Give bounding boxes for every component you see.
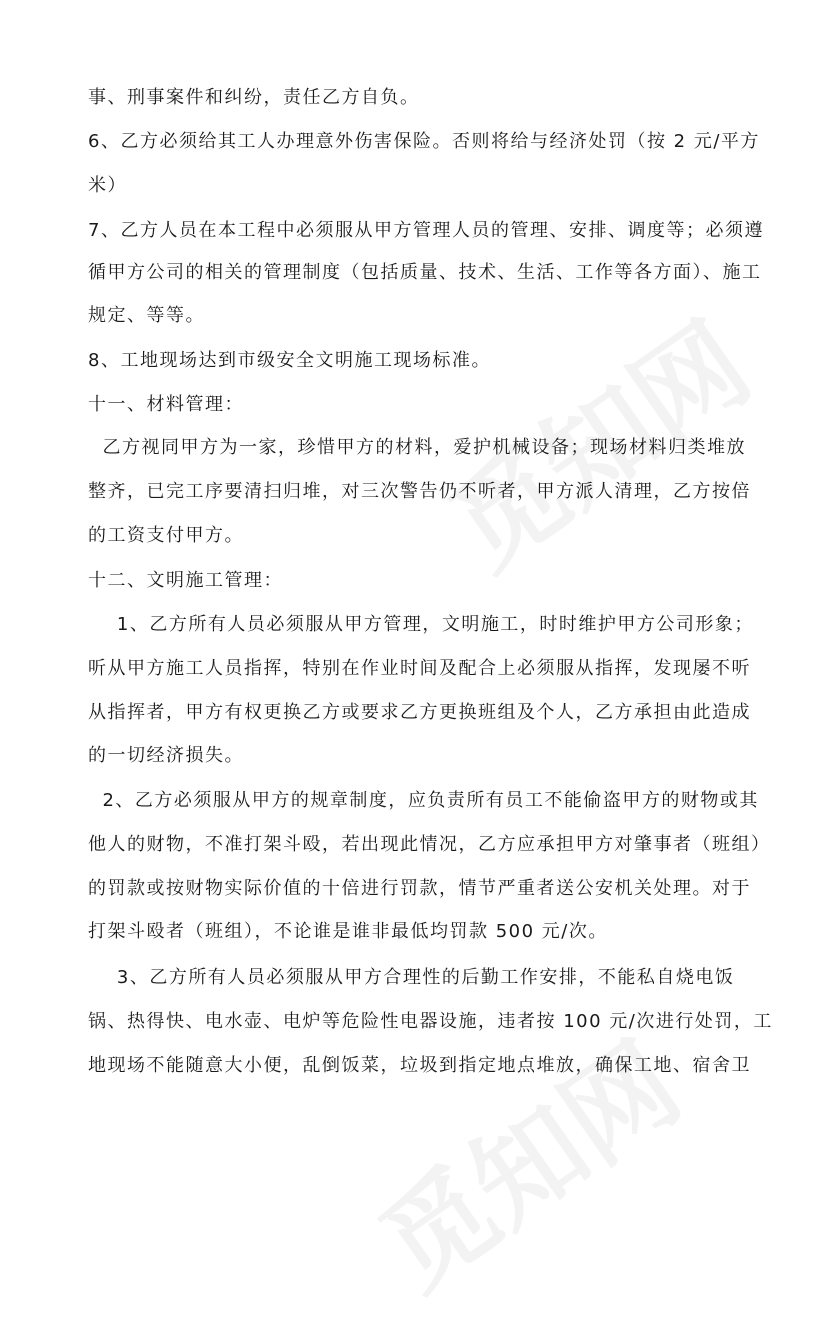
- text-line: 规定、等等。: [88, 305, 205, 326]
- text-line: 乙方视同甲方为一家，珍惜甲方的材料，爱护机械设备；现场材料归类堆放: [88, 437, 746, 458]
- text-line: 听从甲方施工人员指挥，特别在作业时间及配合上必须服从指挥，发现屡不听: [88, 658, 751, 679]
- watermark: [345, 1000, 706, 1318]
- text-line: 事、刑事案件和纠纷，责任乙方自负。: [88, 87, 420, 108]
- text-line: 1、乙方所有人员必须服从甲方管理，文明施工，时时维护甲方公司形象；: [88, 614, 754, 635]
- text-line: 的工资支付甲方。: [88, 525, 244, 546]
- text-line: 从指挥者，甲方有权更换乙方或要求乙方更换班组及个人，乙方承担由此造成: [88, 702, 751, 723]
- text-line: 6、乙方必须给其工人办理意外伤害保险。否则将给与经济处罚（按 2 元/平方: [88, 131, 760, 152]
- text-line: 整齐，已完工序要清扫归堆，对三次警告仍不听者，甲方派人清理，乙方按倍: [88, 481, 751, 502]
- text-line: 8、工地现场达到市级安全文明施工现场标准。: [88, 350, 491, 371]
- text-line: 循甲方公司的相关的管理制度（包括质量、技术、生活、工作等各方面）、施工: [88, 262, 762, 283]
- section-heading: 十二、文明施工管理：: [88, 570, 283, 591]
- text-line: 地现场不能随意大小便，乱倒饭菜，垃圾到指定地点堆放，确保工地、宿舍卫: [88, 1055, 751, 1076]
- text-line: 的一切经济损失。: [88, 745, 244, 766]
- text-line: 锅、热得快、电水壶、电炉等危险性电器设施，违者按 100 元/次进行处罚，工: [88, 1011, 773, 1032]
- text-line: 他人的财物，不准打架斗殴，若出现此情况，乙方应承担甲方对肇事者（班组）: [88, 834, 771, 855]
- text-line: 7、乙方人员在本工程中必须服从甲方管理人员的管理、安排、调度等；必须遵: [88, 220, 764, 241]
- text-line: 3、乙方所有人员必须服从甲方合理性的后勤工作安排，不能私自烧电饭: [88, 967, 735, 988]
- section-heading: 十一、材料管理：: [88, 394, 244, 415]
- text-line: 米）: [88, 175, 127, 196]
- text-line: 2、乙方必须服从甲方的规章制度，应负责所有员工不能偷盗甲方的财物或其: [88, 790, 759, 811]
- text-line: 的罚款或按财物实际价值的十倍进行罚款，情节严重者送公安机关处理。对于: [88, 878, 751, 899]
- text-line: 打架斗殴者（班组），不论谁是谁非最低均罚款 500 元/次。: [88, 921, 608, 942]
